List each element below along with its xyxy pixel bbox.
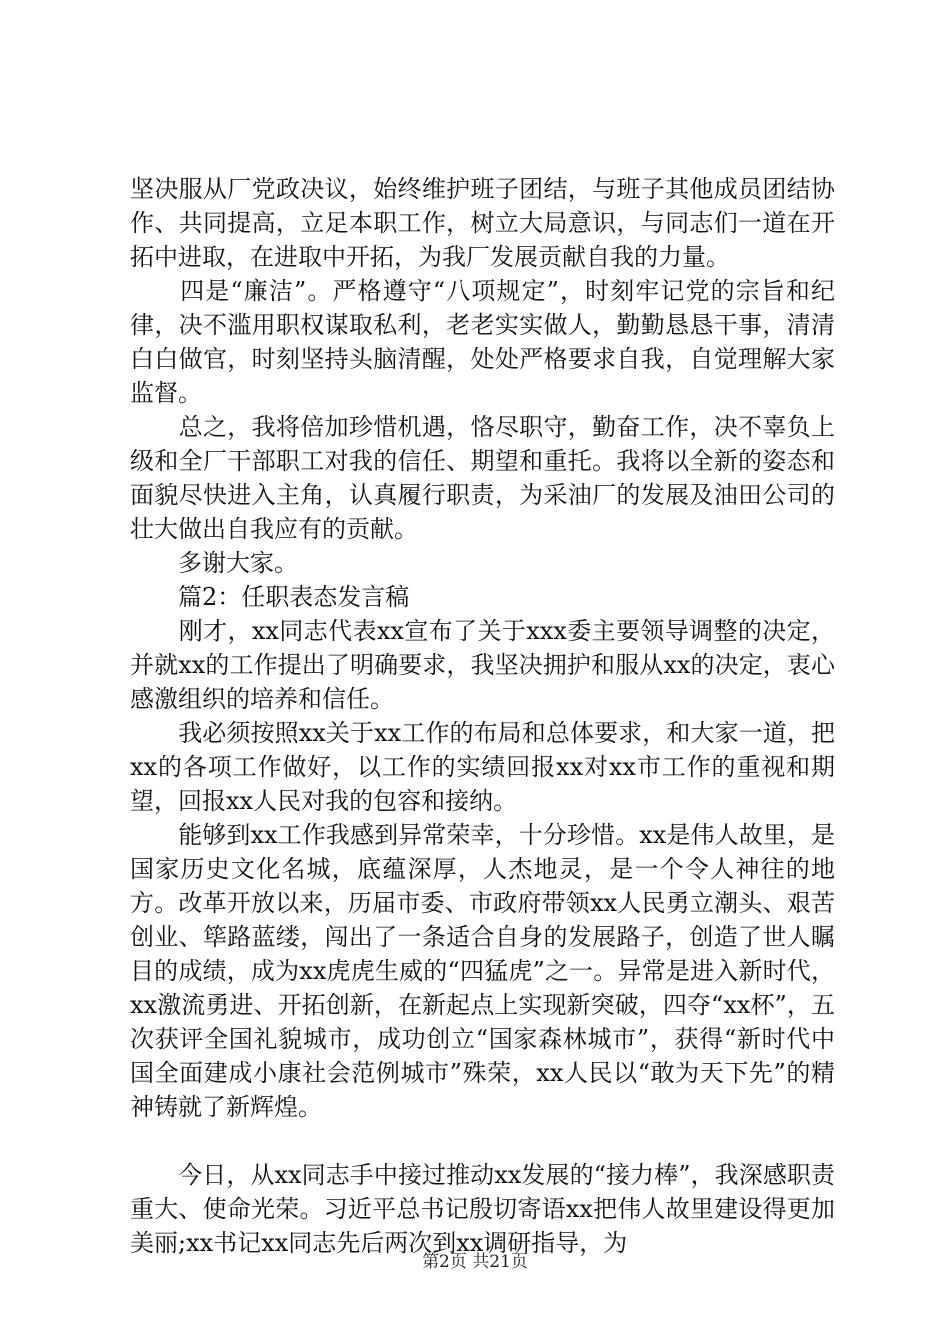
paragraph-5: 刚才，xx同志代表xx宣布了关于xxx委主要领导调整的决定，并就xx的工作提出了明确要求，我坚决拥护和服从xx的决定，衷心感激组织的培养和信任。: [130, 617, 835, 713]
paragraph-4: 多谢大家。: [130, 549, 298, 577]
paragraph-7: 能够到xx工作我感到异常荣幸，十分珍惜。xx是伟人故里，是国家历史文化名城，底蕴深厚，人杰地灵，是一个令人神往的地方。改革开放以来，历届市委、市政府带领xx人民勇立潮头、艰苦创业、筚路蓝缕，闯出了一条适合自身的发展路子，创造了世人瞩目的成绩，成为xx虎虎生威的“四猛虎”之一。异常是进入新时代，xx激流勇进、开拓创新，在新起点上实现新突破，四夺“xx杯”，五次获评全国礼貌城市，成功创立“国家森林城市”，获得“新时代中国全面建成小康社会范例城市”殊荣，xx人民以“敢为天下先”的精神铸就了新辉煌。: [130, 821, 835, 1121]
paragraph-8: 今日，从xx同志手中接过推动xx发展的“接力棒”，我深感职责重大、使命光荣。习近平总书记殷切寄语xx把伟人故里建设得更加美丽;xx书记xx同志先后两次到xx调研指导，为: [130, 1161, 835, 1257]
section-heading: 篇2：任职表态发言稿: [130, 583, 410, 611]
paragraph-2: 四是“廉洁”。严格遵守“八项规定”，时刻牢记党的宗旨和纪律，决不滥用职权谋取私利，老老实实做人，勤勤恳恳干事，清清白白做官，时刻坚持头脑清醒，处处严格要求自我，自觉理解大家监督。: [130, 277, 835, 407]
page-number: 第2页 共21页: [422, 1252, 528, 1272]
paragraph-6: 我必须按照xx关于xx工作的布局和总体要求，和大家一道，把xx的各项工作做好，以工作的实绩回报xx对xx市工作的重视和期望，回报xx人民对我的包容和接纳。: [130, 719, 835, 815]
paragraph-3: 总之，我将倍加珍惜机遇，恪尽职守，勤奋工作，决不辜负上级和全厂干部职工对我的信任、期望和重托。我将以全新的姿态和面貌尽快进入主角，认真履行职责，为采油厂的发展及油田公司的壮大做出自我应有的贡献。: [130, 413, 835, 543]
paragraph-1: 坚决服从厂党政决议，始终维护班子团结，与班子其他成员团结协作、共同提高，立足本职工作，树立大局意识，与同志们一道在开拓中进取，在进取中开拓，为我厂发展贡献自我的力量。: [130, 175, 835, 271]
body-text: [130, 172, 835, 1260]
